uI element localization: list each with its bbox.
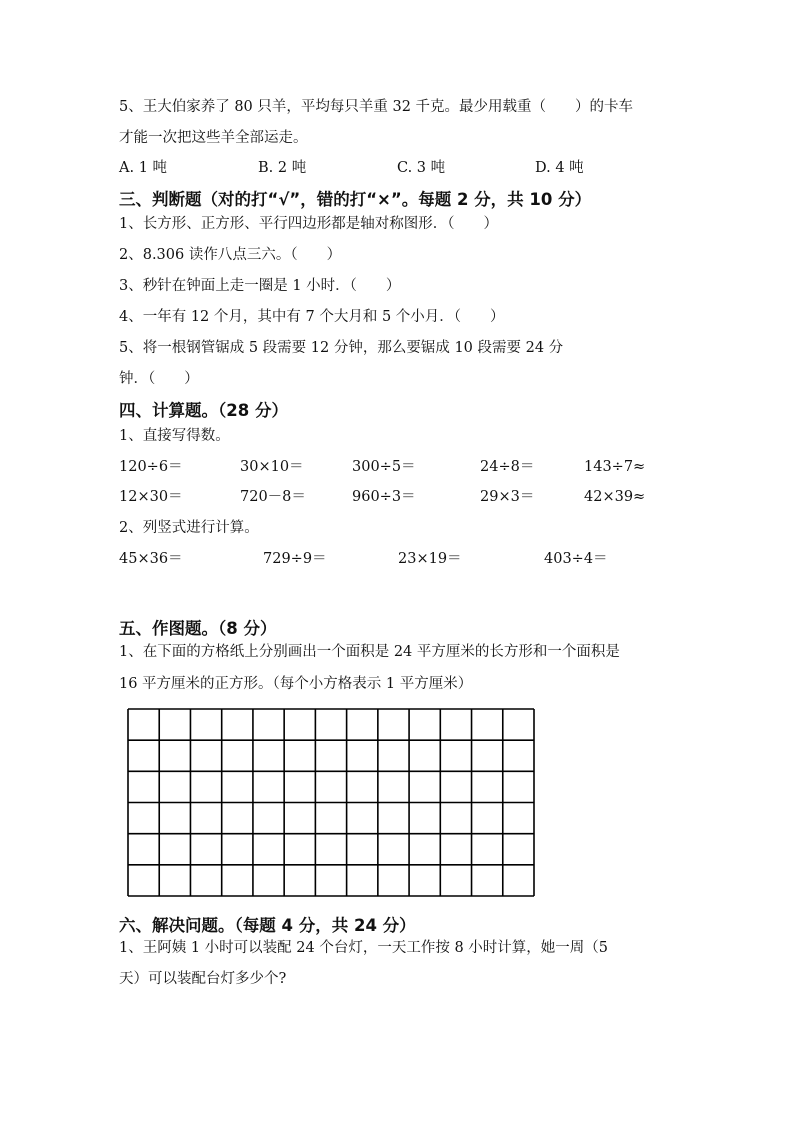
draw-question-line-2: 16 平方厘米的正方形。（每个小方格表示 1 平方厘米） xyxy=(119,676,473,692)
section5-title: 五、作图题。（8 分） xyxy=(119,619,277,638)
q5-option-b: B. 2 吨 xyxy=(258,160,307,176)
vertical-calc-item: 23×19＝ xyxy=(398,551,462,567)
q5-line-1: 5、王大伯家养了 80 只羊，平均每只羊重 32 千克。最少用载重（ ）的卡车 xyxy=(119,99,634,115)
vertical-calc-item: 403÷4＝ xyxy=(544,551,608,567)
calc-sub1: 1、直接写得数。 xyxy=(119,428,230,444)
judge-item-5-cont: 钟．（ ） xyxy=(119,371,199,387)
judge-item-1: 1、长方形、正方形、平行四边形都是轴对称图形．（ ） xyxy=(119,216,498,232)
section4-title: 四、计算题。（28 分） xyxy=(119,401,288,420)
problem-1-line-2: 天）可以装配台灯多少个? xyxy=(119,971,287,987)
calc-item: 143÷7≈ xyxy=(584,459,646,475)
q5-option-d: D. 4 吨 xyxy=(535,160,584,176)
calc-item: 12×30＝ xyxy=(119,489,183,505)
calc-item: 120÷6＝ xyxy=(119,459,183,475)
calc-item: 42×39≈ xyxy=(584,489,646,505)
q5-option-a: A. 1 吨 xyxy=(119,160,168,176)
problem-1-line-1: 1、王阿姨 1 小时可以装配 24 个台灯，一天工作按 8 小时计算，她一周（5 xyxy=(119,940,609,956)
q5-option-c: C. 3 吨 xyxy=(397,160,446,176)
calc-item: 960÷3＝ xyxy=(352,489,416,505)
square-grid-paper[interactable] xyxy=(127,708,535,897)
judge-item-2: 2、8.306 读作八点三六。（ ） xyxy=(119,247,342,263)
judge-item-4: 4、一年有 12 个月，其中有 7 个大月和 5 个小月．（ ） xyxy=(119,309,505,325)
q5-line-2: 才能一次把这些羊全部运走。 xyxy=(119,130,308,146)
judge-item-3: 3、秒针在钟面上走一圈是 1 小时．（ ） xyxy=(119,278,401,294)
calc-item: 24÷8＝ xyxy=(480,459,535,475)
calc-item: 720－8＝ xyxy=(240,489,306,505)
vertical-calc-item: 45×36＝ xyxy=(119,551,183,567)
calc-item: 30×10＝ xyxy=(240,459,304,475)
section6-title: 六、解决问题。（每题 4 分，共 24 分） xyxy=(119,916,416,935)
section3-title: 三、判断题（对的打“√”，错的打“×”。每题 2 分，共 10 分） xyxy=(119,190,592,209)
vertical-calc-item: 729÷9＝ xyxy=(263,551,327,567)
draw-question-line-1: 1、在下面的方格纸上分别画出一个面积是 24 平方厘米的长方形和一个面积是 xyxy=(119,644,620,660)
calc-sub2: 2、列竖式进行计算。 xyxy=(119,520,259,536)
judge-item-5: 5、将一根钢管锯成 5 段需要 12 分钟，那么要锯成 10 段需要 24 分 xyxy=(119,340,564,356)
calc-item: 29×3＝ xyxy=(480,489,535,505)
calc-item: 300÷5＝ xyxy=(352,459,416,475)
